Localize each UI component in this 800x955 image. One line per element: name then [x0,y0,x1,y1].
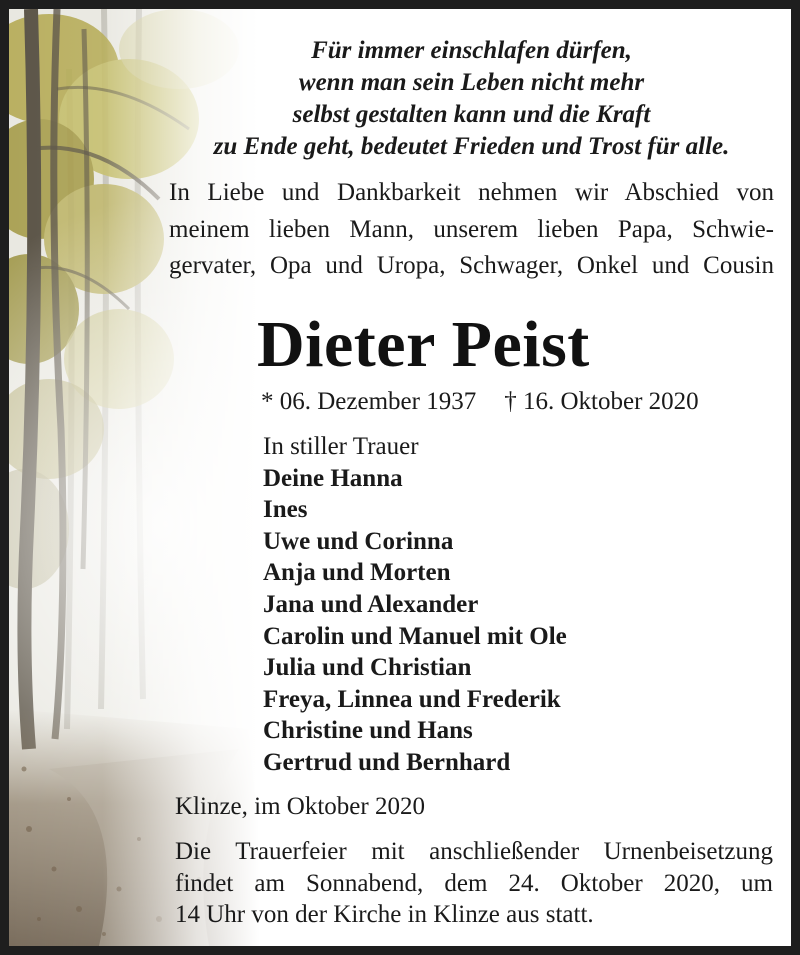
mourner-name: Christine und Hans [263,717,473,745]
place-and-date: Klinze, im Oktober 2020 [175,793,425,820]
service-line: Die Trauerfeier mit anschließender Urnenbeisetzung [175,838,773,865]
mourner-name: Ines [263,496,308,524]
intro-line: In Liebe und Dankbarkeit nehmen wir Abschied von [169,179,774,206]
mourner-name: Deine Hanna [263,464,403,492]
mourners-list [263,431,567,779]
mourner-name: Carolin und Manuel mit Ole [263,622,567,650]
mourning-label: In stiller Trauer [263,433,419,460]
funeral-service-info [175,836,773,931]
mourner-name: Jana und Alexander [263,590,479,618]
motto-line: wenn man sein Leben nicht mehr [298,69,645,96]
motto-verse [179,35,764,163]
intro-line: meinem lieben Mann, unserem lieben Papa, Schwie- [169,215,774,243]
mourner-name: Gertrud und Bernhard [263,748,511,776]
mourner-name: Freya, Linnea und Frederik [263,685,561,713]
farewell-intro [169,175,774,285]
life-dates [261,387,699,417]
mourner-name: Uwe und Corinna [263,527,454,555]
motto-line: Für immer einschlafen dürfen, [311,37,632,64]
service-line: findet am Sonnabend, dem 24. Oktober 2020, um [175,869,773,897]
mourner-name: Anja und Morten [263,559,451,587]
intro-line: gervater, Opa und Uropa, Schwager, Onkel und Cousin [169,252,774,279]
service-line: 14 Uhr von der Kirche in Klinze aus statt. [175,901,594,928]
death-date: † 16. Oktober 2020 [504,388,699,415]
birth-date: * 06. Dezember 1937 [261,388,477,415]
motto-line: selbst gestalten kann und die Kraft [292,101,651,128]
motto-line: zu Ende geht, bedeutet Frieden und Trost für alle. [213,133,730,160]
deceased-name: Dieter Peist [257,308,590,381]
mourner-name: Julia und Christian [263,654,472,682]
